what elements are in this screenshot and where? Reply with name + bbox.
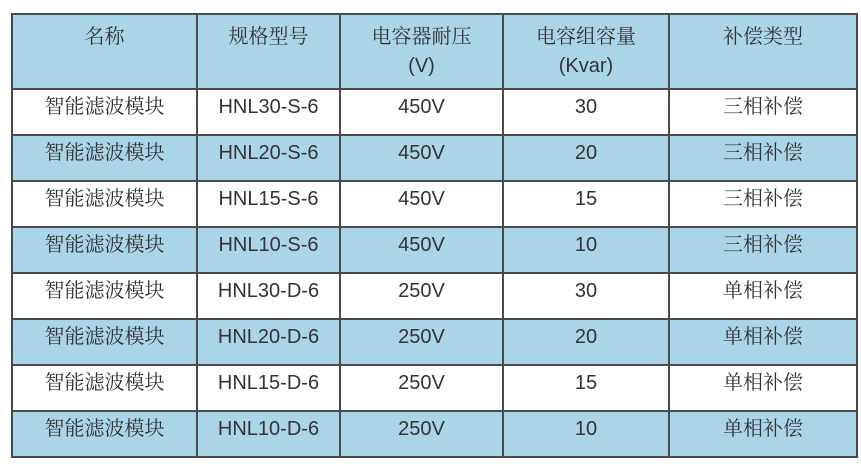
table-cell: HNL20-S-6 [197, 135, 340, 181]
table-cell: 三相补偿 [669, 89, 857, 135]
table-cell: 250V [340, 365, 503, 411]
table-cell: 三相补偿 [669, 135, 857, 181]
table-cell: 10 [503, 227, 669, 273]
table-row [12, 273, 857, 319]
table-row [12, 181, 857, 227]
table-cell: HNL30-D-6 [197, 273, 340, 319]
table-cell: HNL30-S-6 [197, 89, 340, 135]
table-cell: 10 [503, 411, 669, 457]
table-cell: 智能滤波模块 [12, 273, 197, 319]
table-cell: 单相补偿 [669, 411, 857, 457]
table-cell: 250V [340, 273, 503, 319]
table-row [12, 89, 857, 135]
header-cell-compensation [669, 14, 857, 89]
header-row [12, 14, 857, 89]
table-cell: 单相补偿 [669, 319, 857, 365]
header-cell-name [12, 14, 197, 89]
table-cell: HNL10-D-6 [197, 411, 340, 457]
table-row [12, 365, 857, 411]
table-cell: 30 [503, 273, 669, 319]
table-cell: 单相补偿 [669, 365, 857, 411]
table-cell: 450V [340, 135, 503, 181]
table-cell: 250V [340, 319, 503, 365]
table-cell: 智能滤波模块 [12, 181, 197, 227]
table-cell: 15 [503, 181, 669, 227]
header-cell-capacity [503, 14, 669, 89]
table-row [12, 227, 857, 273]
header-label: 名称 [84, 26, 125, 48]
table-body [12, 89, 857, 457]
table-cell: 智能滤波模块 [12, 365, 197, 411]
table-cell: 单相补偿 [669, 273, 857, 319]
table-cell: 智能滤波模块 [12, 319, 197, 365]
table-cell: 450V [340, 89, 503, 135]
table-cell: 智能滤波模块 [12, 411, 197, 457]
table-cell: 智能滤波模块 [12, 89, 197, 135]
table-row [12, 135, 857, 181]
table-cell: 450V [340, 181, 503, 227]
table-cell: 20 [503, 319, 669, 365]
table-cell: 三相补偿 [669, 227, 857, 273]
header-label: 规格型号 [228, 26, 309, 48]
header-cell-voltage [340, 14, 503, 89]
header-unit: (Kvar) [558, 55, 614, 77]
spec-table [11, 13, 858, 458]
table-cell: 30 [503, 89, 669, 135]
table-row [12, 411, 857, 457]
table-cell: 250V [340, 411, 503, 457]
table-cell: 智能滤波模块 [12, 227, 197, 273]
table-cell: 20 [503, 135, 669, 181]
header-label: 电容器耐压 [371, 26, 472, 48]
table-header [12, 14, 857, 89]
table-cell: 智能滤波模块 [12, 135, 197, 181]
header-label: 电容组容量 [536, 26, 636, 48]
table-cell: HNL10-S-6 [197, 227, 340, 273]
table-cell: 三相补偿 [669, 181, 857, 227]
table-row [12, 319, 857, 365]
table-cell: 450V [340, 227, 503, 273]
table-cell: 15 [503, 365, 669, 411]
table-cell: HNL15-S-6 [197, 181, 340, 227]
header-label: 补偿类型 [723, 26, 803, 48]
header-unit: (V) [408, 55, 435, 77]
table-cell: HNL20-D-6 [197, 319, 340, 365]
table-cell: HNL15-D-6 [197, 365, 340, 411]
header-cell-model [197, 14, 340, 89]
